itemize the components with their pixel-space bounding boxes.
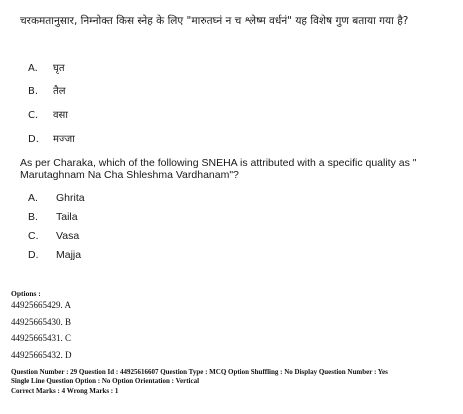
option-key: C. <box>28 110 39 121</box>
question-text-hindi: चरकमतानुसार, निम्नोक्त किस स्नेह के लिए "मारुतघ्नं न च श्लेष्म वर्धनं" यह विशेष गुण बताया गया है? <box>20 15 409 27</box>
option-text: Taila <box>56 211 78 223</box>
option-id-a: 44925665429. A <box>11 300 72 310</box>
option-key: D. <box>28 134 39 145</box>
option-id-d: 44925665432. D <box>11 350 72 360</box>
option-english-d <box>28 249 81 261</box>
option-english-a <box>28 192 85 204</box>
option-hindi-a <box>28 60 65 74</box>
option-id-b: 44925665430. B <box>11 317 72 327</box>
option-hindi-b <box>28 83 65 97</box>
option-key: A. <box>28 63 38 74</box>
question-meta-line-1: Question Number : 29 Question Id : 44925616607 Question Type : MCQ Option Shuffling : No Display Question Number : Yes <box>11 368 388 376</box>
options-label: Options : <box>11 289 41 298</box>
option-id-c: 44925665431. C <box>11 333 72 343</box>
option-key: D. <box>28 249 39 261</box>
option-text: मज्जा <box>53 134 75 145</box>
option-key: A. <box>28 192 38 204</box>
option-text: Vasa <box>56 230 80 242</box>
option-hindi-d <box>28 131 75 145</box>
option-text: Majja <box>56 249 82 261</box>
marks-info: Correct Marks : 4 Wrong Marks : 1 <box>11 387 119 395</box>
option-key: B. <box>28 86 39 97</box>
option-english-b <box>28 211 78 223</box>
option-text: Ghrita <box>56 192 85 204</box>
question-meta-line-2: Single Line Question Option : No Option Orientation : Vertical <box>11 377 200 385</box>
option-text: तैल <box>53 86 66 97</box>
option-text: वसा <box>53 110 68 121</box>
option-hindi-c <box>28 107 68 121</box>
option-text: घृत <box>53 63 65 74</box>
option-key: C. <box>28 230 39 242</box>
question-text-english: As per Charaka, which of the following SNEHA is attributed with a specific quality as " Marutaghnam Na Cha Shleshma Vardhanam"? <box>20 157 417 181</box>
option-key: B. <box>28 211 38 223</box>
option-english-c <box>28 230 79 242</box>
